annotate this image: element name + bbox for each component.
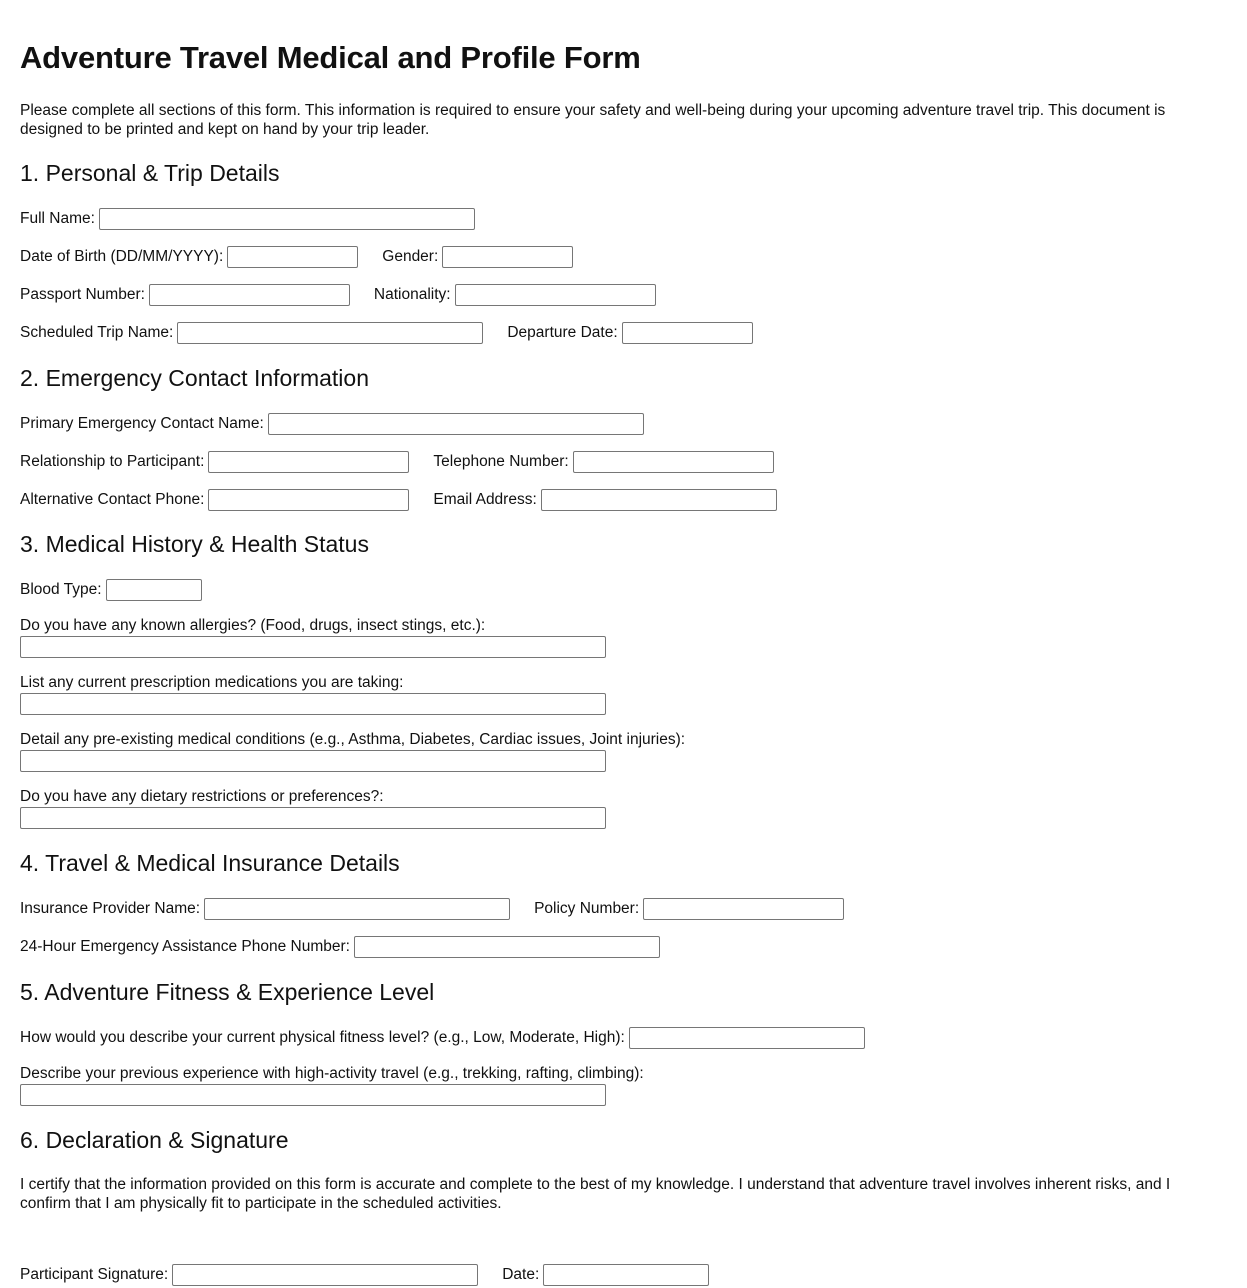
row-fitness-level [20,1026,865,1049]
row-contact-name [20,412,644,435]
policy-input[interactable] [643,898,844,920]
blood-type-input[interactable] [106,579,202,601]
page-title: Adventure Travel Medical and Profile Form [20,40,641,75]
assistance-phone-input[interactable] [354,936,660,958]
dietary-label: Do you have any dietary restrictions or preferences?: [20,788,384,805]
alt-phone-label: Alternative Contact Phone: [20,490,205,508]
experience-input[interactable] [20,1084,606,1106]
row-signature-date [20,1263,709,1286]
row-blood-type [20,578,202,601]
relationship-label: Relationship to Participant: [20,452,205,470]
contact-name-input[interactable] [268,413,644,435]
signature-label: Participant Signature: [20,1265,169,1283]
row-provider-policy [20,897,844,920]
row-passport-nationality [20,283,656,306]
row-relationship-telephone [20,450,774,473]
section-heading-declaration: 6. Declaration & Signature [20,1127,289,1153]
passport-label: Passport Number: [20,285,145,303]
nationality-label: Nationality: [373,285,451,303]
signature-date-input[interactable] [543,1264,709,1286]
section-heading-personal: 1. Personal & Trip Details [20,160,280,186]
fitness-level-input[interactable] [629,1027,865,1049]
section-heading-fitness: 5. Adventure Fitness & Experience Level [20,979,435,1005]
blood-type-label: Blood Type: [20,580,102,598]
passport-input[interactable] [149,284,350,306]
section-heading-emergency: 2. Emergency Contact Information [20,365,369,391]
gender-label: Gender: [382,247,439,265]
provider-label: Insurance Provider Name: [20,899,201,917]
telephone-label: Telephone Number: [433,452,569,470]
departure-date-input[interactable] [622,322,753,344]
dietary-input[interactable] [20,807,606,829]
medications-label: List any current prescription medications you are taking: [20,674,404,691]
allergies-label: Do you have any known allergies? (Food, drugs, insect stings, etc.): [20,617,486,634]
conditions-label: Detail any pre-existing medical conditions (e.g., Asthma, Diabetes, Cardiac issues, Joint injuries): [20,731,686,748]
signature-input[interactable] [172,1264,478,1286]
declaration-text: I certify that the information provided on this form is accurate and complete to the best of my knowledge. I understand that adventure travel involves inherent risks, and I confirm that I am physically fit to participate in the scheduled activities. [20,1176,1171,1212]
dob-input[interactable] [227,246,358,268]
dob-label: Date of Birth (DD/MM/YYYY): [20,247,224,265]
section-heading-medical: 3. Medical History & Health Status [20,531,369,557]
email-label: Email Address: [433,490,537,508]
row-dob-gender [20,245,573,268]
conditions-input[interactable] [20,750,606,772]
full-name-input[interactable] [99,208,475,230]
signature-date-label: Date: [502,1265,540,1283]
relationship-input[interactable] [208,451,409,473]
email-input[interactable] [541,489,777,511]
fitness-level-label: How would you describe your current physical fitness level? (e.g., Low, Moderate, High): [20,1028,625,1046]
allergies-input[interactable] [20,636,606,658]
row-full-name [20,207,475,230]
row-assistance-phone [20,935,660,958]
experience-label: Describe your previous experience with high-activity travel (e.g., trekking, rafting, climbing): [20,1065,644,1082]
medications-input[interactable] [20,693,606,715]
telephone-input[interactable] [573,451,774,473]
departure-date-label: Departure Date: [507,323,618,341]
row-trip-departure [20,321,753,344]
gender-input[interactable] [442,246,573,268]
alt-phone-input[interactable] [208,489,409,511]
policy-label: Policy Number: [534,899,640,917]
assistance-phone-label: 24-Hour Emergency Assistance Phone Number: [20,937,350,955]
row-altphone-email [20,488,777,511]
section-heading-insurance: 4. Travel & Medical Insurance Details [20,850,400,876]
provider-input[interactable] [204,898,510,920]
intro-text: Please complete all sections of this form. This information is required to ensure your safety and well-being during your upcoming adventure travel trip. This document is designed to be printed and kept on hand by your trip leader. [20,102,1166,138]
trip-name-label: Scheduled Trip Name: [20,323,174,341]
contact-name-label: Primary Emergency Contact Name: [20,414,264,432]
trip-name-input[interactable] [177,322,483,344]
nationality-input[interactable] [455,284,656,306]
full-name-label: Full Name: [20,209,95,227]
